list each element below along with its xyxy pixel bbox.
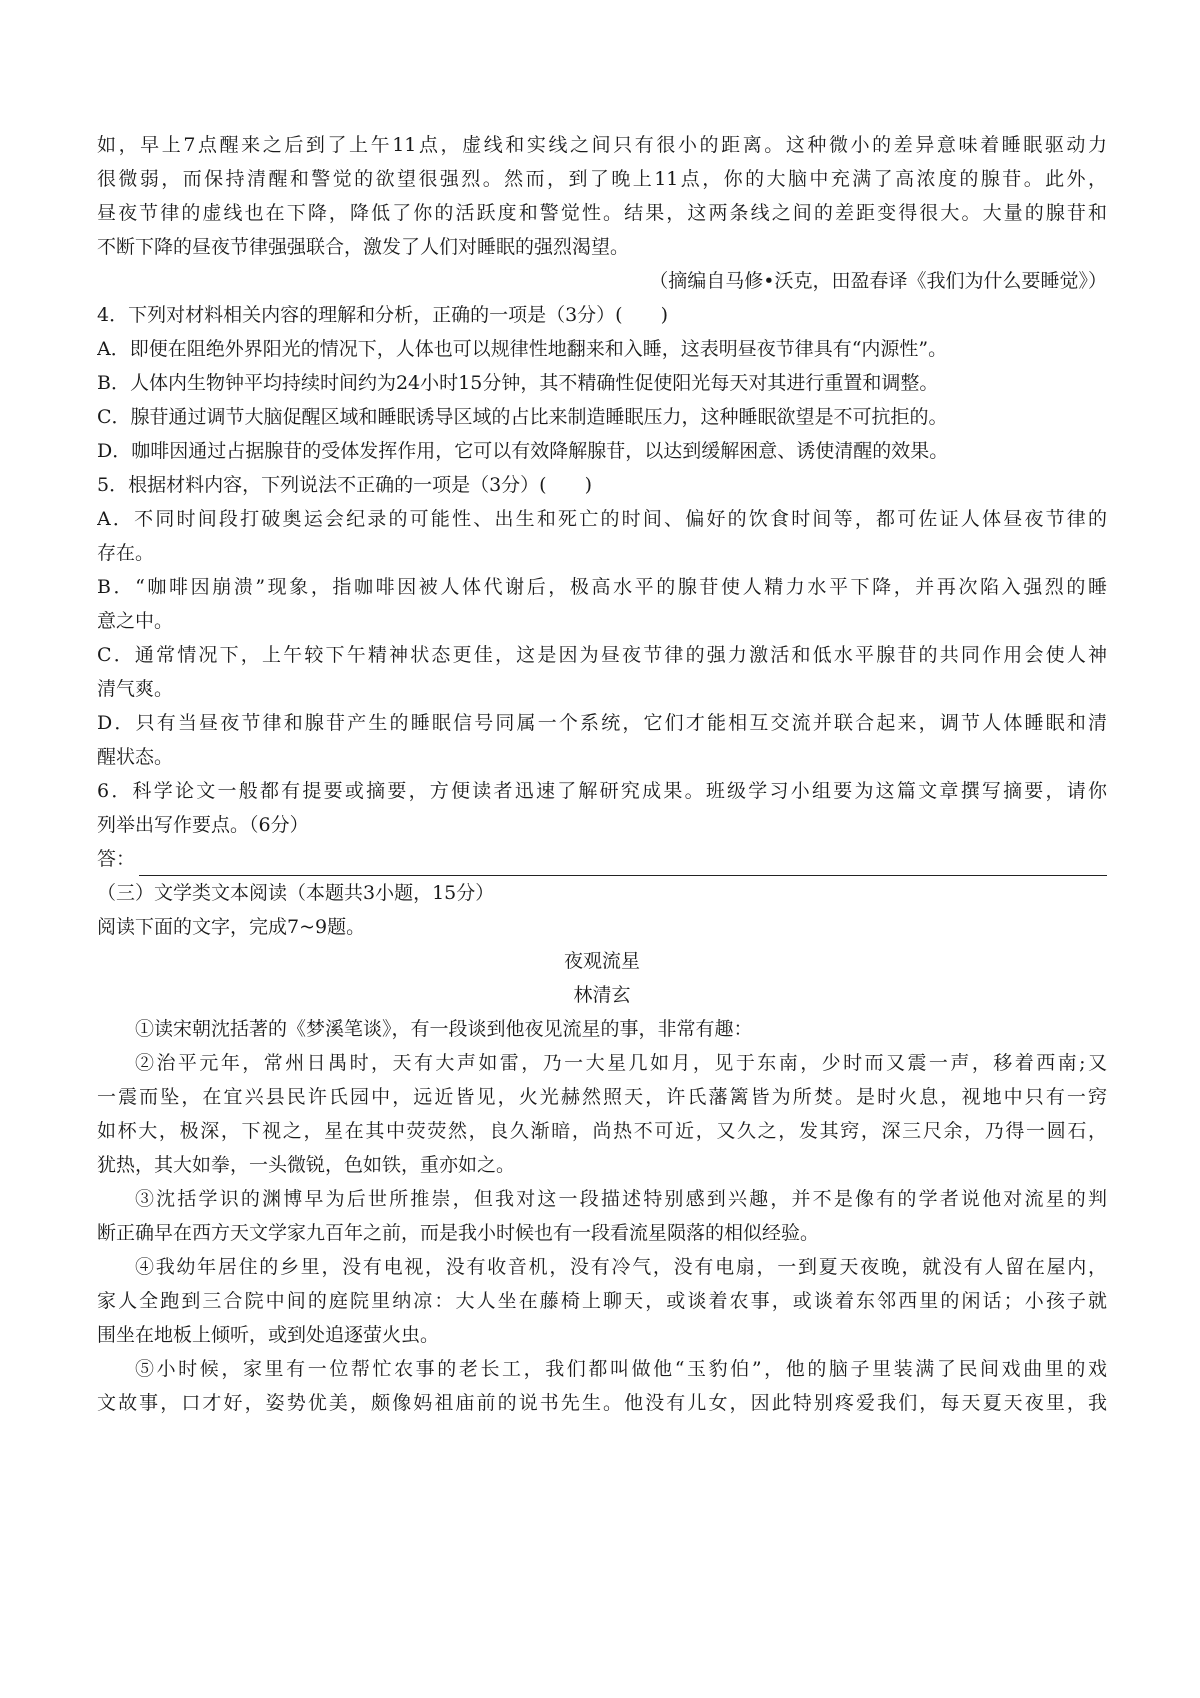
essay-paragraph: ④我幼年居住的乡里，没有电视，没有收音机，没有冷气，没有电扇，一到夏天夜晚，就没有人留在屋内， — [135, 1256, 1107, 1278]
essay-line: 家人全跑到三合院中间的庭院里纳凉：大人坐在藤椅上聊天，或谈着农事，或谈着东邻西里的闲话；小孩子就 — [97, 1290, 1107, 1312]
answer-label: 答： — [97, 848, 136, 870]
option-a: A．不同时间段打破奥运会纪录的可能性、出生和死亡的时间、偏好的饮食时间等，都可佐证人体昼夜节律的 — [97, 508, 1107, 530]
essay-author: 林清玄 — [573, 984, 631, 1006]
essay-paragraph: ⑤小时候，家里有一位帮忙农事的老长工，我们都叫做他“玉豹伯”，他的脑子里装满了民间戏曲里的戏 — [135, 1358, 1107, 1380]
question-stem-cont: 列举出写作要点。（6分） — [97, 814, 309, 836]
passage-line: 如，早上7点醒来之后到了上午11点，虚线和实线之间只有很小的距离。这种微小的差异意味着睡眠驱动力 — [97, 134, 1107, 156]
question-stem: 4．下列对材料相关内容的理解和分析，正确的一项是（3分）( ) — [97, 304, 669, 326]
option-c: C．通常情况下，上午较下午精神状态更佳，这是因为昼夜节律的强力激活和低水平腺苷的共同作用会使人神 — [97, 644, 1107, 666]
section-instruction: 阅读下面的文字，完成7~9题。 — [97, 916, 366, 938]
question-6 — [97, 774, 1107, 876]
option-d-cont: 醒状态。 — [97, 746, 174, 768]
essay-line: 围坐在地板上倾听，或到处追逐萤火虫。 — [97, 1324, 440, 1346]
option-a-cont: 存在。 — [97, 542, 155, 564]
option-c-cont: 清气爽。 — [97, 678, 174, 700]
essay-line: 文故事，口才好，姿势优美，颇像妈祖庙前的说书先生。他没有儿女，因此特别疼爱我们，每天夏天夜里，我 — [97, 1392, 1107, 1414]
passage-tail — [97, 128, 1107, 264]
essay-line: 断正确早在西方天文学家九百年之前，而是我小时候也有一段看流星陨落的相似经验。 — [97, 1222, 820, 1244]
option-b-cont: 意之中。 — [97, 610, 174, 632]
essay-line: 犹热，其大如拳，一头微锐，色如铁，重亦如之。 — [97, 1154, 516, 1176]
question-4 — [97, 298, 1107, 468]
essay-paragraph: ③沈括学识的渊博早为后世所推崇，但我对这一段描述特别感到兴趣，并不是像有的学者说他对流星的判 — [135, 1188, 1107, 1210]
essay-title: 夜观流星 — [563, 950, 640, 972]
passage-line: 不断下降的昼夜节律强强联合，激发了人们对睡眠的强烈渴望。 — [97, 236, 630, 258]
option-d: D．咖啡因通过占据腺苷的受体发挥作用，它可以有效降解腺苷，以达到缓解困意、诱使清醒的效果。 — [97, 440, 949, 462]
essay-paragraph: ①读宋朝沈括著的《梦溪笔谈》，有一段谈到他夜见流星的事，非常有趣： — [135, 1018, 753, 1040]
essay-line: 一震而坠，在宜兴县民许氏园中，远近皆见，火光赫然照天，许氏藩篱皆为所焚。是时火息，视地中只有一窍 — [97, 1086, 1107, 1108]
option-d: D．只有当昼夜节律和腺苷产生的睡眠信号同属一个系统，它们才能相互交流并联合起来，调节人体睡眠和清 — [97, 712, 1107, 734]
essay-line: 如杯大，极深，下视之，星在其中荧荧然，良久渐暗，尚热不可近，又久之，发其窍，深三尺余，乃得一圆石， — [97, 1120, 1107, 1142]
source-note: （摘编自马修•沃克，田盈春译《我们为什么要睡觉》） — [649, 270, 1107, 292]
section-3 — [97, 876, 1107, 1012]
question-stem: 6．科学论文一般都有提要或摘要，方便读者迅速了解研究成果。班级学习小组要为这篇文章撰写摘要，请你 — [97, 780, 1107, 802]
essay-body — [97, 1012, 1107, 1420]
essay-paragraph: ②治平元年，常州日禺时，天有大声如雷，乃一大星几如月，见于东南，少时而又震一声，移着西南;又 — [135, 1052, 1107, 1074]
exam-page — [97, 128, 1107, 1420]
passage-line: 昼夜节律的虚线也在下降，降低了你的活跃度和警觉性。结果，这两条线之间的差距变得很大。大量的腺苷和 — [97, 202, 1107, 224]
question-stem: 5．根据材料内容，下列说法不正确的一项是（3分）( ) — [97, 474, 593, 496]
section-heading: （三）文学类文本阅读（本题共3小题，15分） — [97, 882, 495, 904]
question-5 — [97, 468, 1107, 774]
option-c: C．腺苷通过调节大脑促醒区域和睡眠诱导区域的占比来制造睡眠压力，这种睡眠欲望是不可抗拒的。 — [97, 406, 948, 428]
answer-blank[interactable] — [139, 849, 1107, 876]
option-b: B．人体内生物钟平均持续时间约为24小时15分钟，其不精确性促使阳光每天对其进行重置和调整。 — [97, 372, 939, 394]
answer-row — [97, 842, 1107, 876]
option-b: B．“咖啡因崩溃”现象，指咖啡因被人体代谢后，极高水平的腺苷使人精力水平下降，并再次陷入强烈的睡 — [97, 576, 1107, 598]
passage-line: 很微弱，而保持清醒和警觉的欲望很强烈。然而，到了晚上11点，你的大脑中充满了高浓度的腺苷。此外， — [97, 168, 1107, 190]
option-a: A．即便在阻绝外界阳光的情况下，人体也可以规律性地翻来和入睡，这表明昼夜节律具有“内源性”。 — [97, 338, 948, 360]
